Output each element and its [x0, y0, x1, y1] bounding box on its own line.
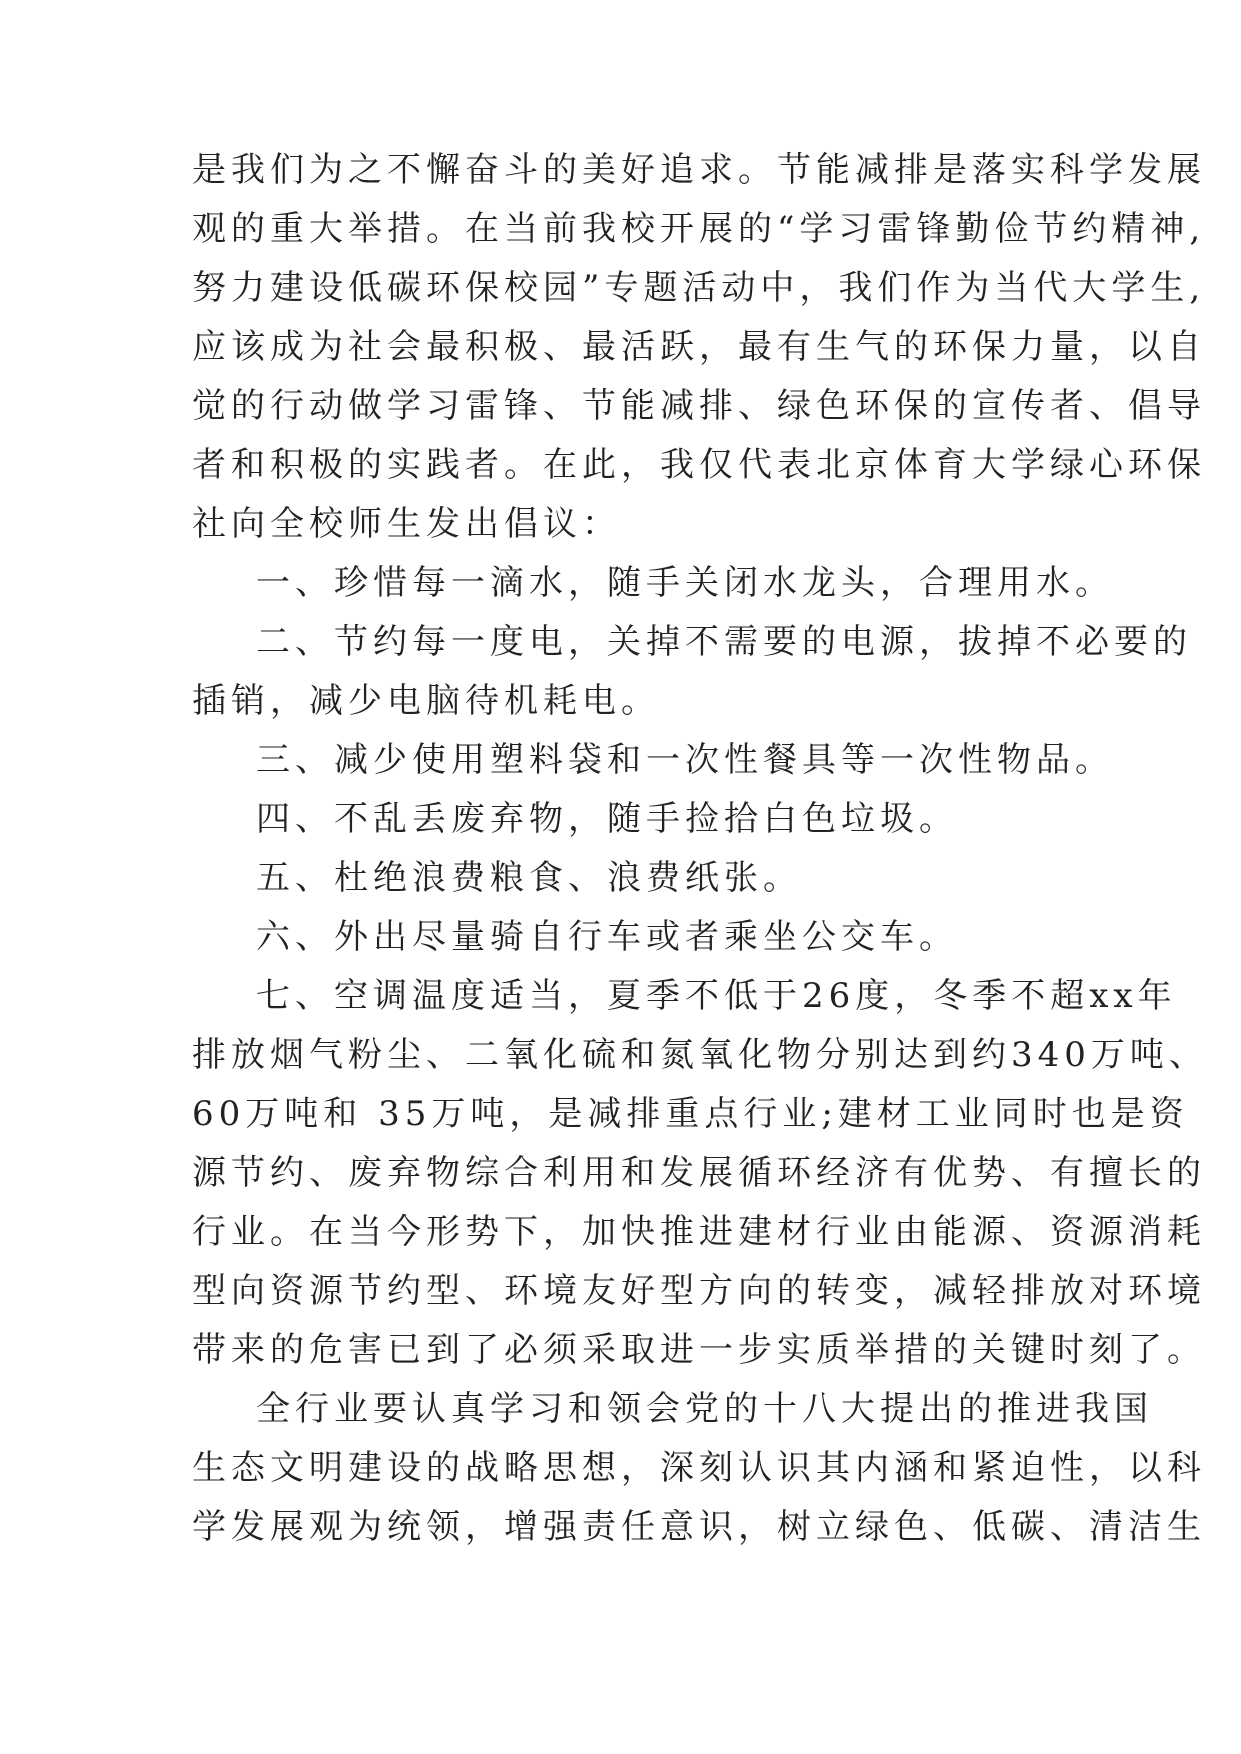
text-line: 源节约、废弃物综合利用和发展循环经济有优势、有擅长的 — [192, 1153, 1206, 1193]
text-line: 型向资源节约型、环境友好型方向的转变，减轻排放对环境 — [192, 1271, 1206, 1311]
text-line: 觉的行动做学习雷锋、节能减排、绿色环保的宣传者、倡导 — [192, 386, 1206, 426]
text-line: 努力建设低碳环保校园”专题活动中，我们作为当代大学生, — [192, 268, 1206, 308]
text-line: 60万吨和 35万吨，是减排重点行业;建材工业同时也是资 — [192, 1094, 1189, 1134]
text-line: 排放烟气粉尘、二氧化硫和氮氧化物分别达到约340万吨、 — [192, 1035, 1208, 1075]
text-line: 社向全校师生发出倡议： — [192, 504, 621, 544]
list-item: 一、珍惜每一滴水，随手关闭水龙头，合理用水。 — [256, 563, 1114, 603]
list-item: 六、外出尽量骑自行车或者乘坐公交车。 — [256, 917, 958, 957]
text-line: 应该成为社会最积极、最活跃，最有生气的环保力量，以自 — [192, 327, 1206, 367]
text-line: 插销，减少电脑待机耗电。 — [192, 681, 660, 721]
list-item: 五、杜绝浪费粮食、浪费纸张。 — [256, 858, 802, 898]
list-item: 三、减少使用塑料袋和一次性餐具等一次性物品。 — [256, 740, 1114, 780]
text-line: 是我们为之不懈奋斗的美好追求。节能减排是落实科学发展 — [192, 150, 1206, 190]
list-item: 四、不乱丢废弃物，随手捡拾白色垃圾。 — [256, 799, 958, 839]
paragraph-start: 全行业要认真学习和领会党的十八大提出的推进我国 — [256, 1389, 1153, 1429]
list-item: 二、节约每一度电，关掉不需要的电源，拔掉不必要的 — [256, 622, 1192, 662]
text-line: 者和积极的实践者。在此，我仅代表北京体育大学绿心环保 — [192, 445, 1206, 485]
text-line: 带来的危害已到了必须采取进一步实质举措的关键时刻了。 — [192, 1330, 1206, 1370]
list-item: 七、空调温度适当，夏季不低于26度，冬季不超xx年 — [256, 976, 1177, 1016]
text-line: 行业。在当今形势下，加快推进建材行业由能源、资源消耗 — [192, 1212, 1206, 1252]
text-line: 学发展观为统领，增强责任意识，树立绿色、低碳、清洁生 — [192, 1507, 1206, 1547]
text-line: 生态文明建设的战略思想，深刻认识其内涵和紧迫性，以科 — [192, 1448, 1206, 1488]
text-line: 观的重大举措。在当前我校开展的“学习雷锋勤俭节约精神, — [192, 209, 1206, 249]
